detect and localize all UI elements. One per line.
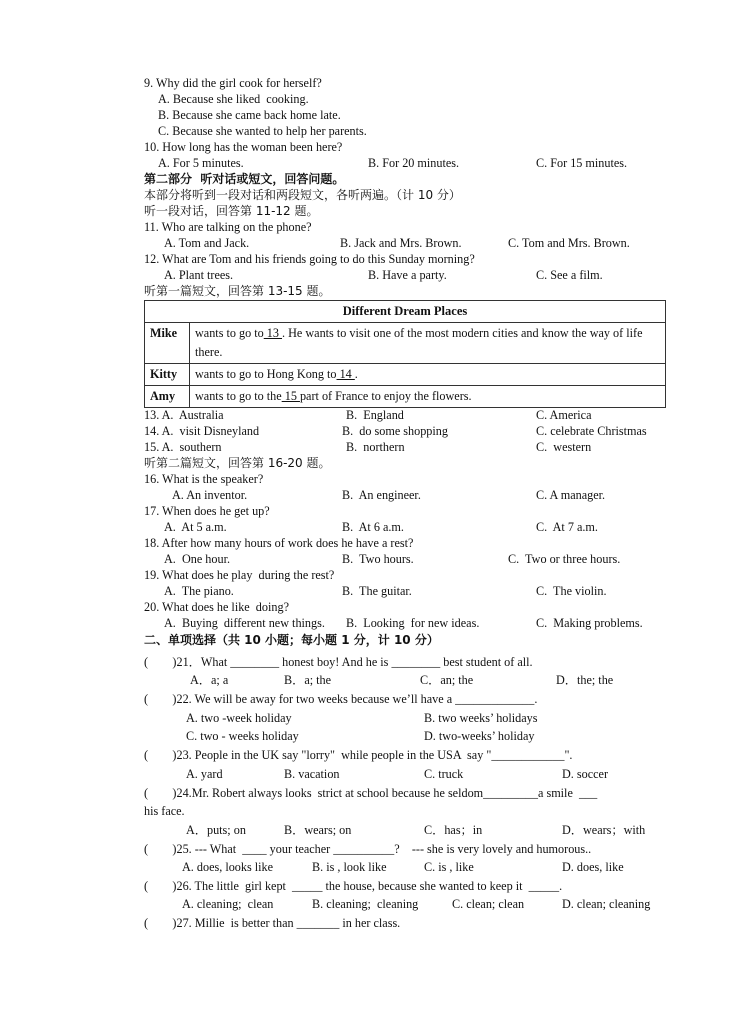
q11-option-a: A. Tom and Jack.	[164, 236, 250, 250]
q19-stem: 19. What does he play during the rest?	[144, 568, 335, 582]
q12-option-c: C. See a film.	[536, 268, 603, 282]
q22-option-b: B. two weeks’ holidays	[424, 711, 538, 725]
row-text-mike	[190, 323, 666, 364]
q24-option-a: A．puts; on	[186, 823, 246, 837]
q18-stem: 18. After how many hours of work does he have a rest?	[144, 536, 414, 550]
q15-option-b: B. northern	[346, 440, 405, 454]
q12-option-b: B. Have a party.	[368, 268, 447, 282]
q27-stem: ( )27. Millie is better than _______ in her class.	[144, 916, 401, 930]
q26-option-c: C. clean; clean	[452, 897, 525, 911]
q10-option-c: C. For 15 minutes.	[536, 156, 628, 170]
q26-stem: ( )26. The little girl kept _____ the house, because she wanted to keep it _____.	[144, 879, 563, 893]
q25-option-c: C. is , like	[424, 860, 474, 874]
table-row	[145, 323, 666, 364]
multiple-choice-heading: 二、单项选择（共 10 小题；每小题 1 分，计 10 分）	[144, 633, 439, 647]
q21-option-b: B．a; the	[284, 673, 332, 687]
q16-stem: 16. What is the speaker?	[144, 472, 264, 486]
q19-option-a: A. The piano.	[164, 584, 234, 598]
blank-14: 14	[336, 367, 355, 381]
q23-option-b: B. vacation	[284, 767, 340, 781]
q24-option-d: D．wears；with	[562, 823, 646, 837]
q20-option-b: B. Looking for new ideas.	[346, 616, 480, 630]
row-post: .	[354, 367, 358, 381]
q22-option-c: C. two - weeks holiday	[186, 729, 299, 743]
q21-stem: ( )21．What ________ honest boy! And he is ________ best student of all.	[144, 655, 533, 669]
q12-option-a: A. Plant trees.	[164, 268, 234, 282]
q24-option-b: B．wears; on	[284, 823, 352, 837]
q23-stem: ( )23. People in the UK say "lorry" while people in the USA say "____________".	[144, 748, 573, 762]
row-pre: wants to go to the	[195, 389, 282, 403]
q11-stem: 11. Who are talking on the phone?	[144, 220, 312, 234]
row-text-amy	[190, 386, 666, 408]
passage1-intro: 听第一篇短文，回答第 13-15 题。	[144, 284, 331, 298]
q13-option-a: 13. A. Australia	[144, 408, 224, 422]
passage2-intro: 听第二篇短文，回答第 16-20 题。	[144, 456, 331, 470]
q26-option-a: A. cleaning; clean	[182, 897, 274, 911]
row-name-mike: Mike	[145, 323, 190, 364]
q14-option-b: B. do some shopping	[342, 424, 448, 438]
q12-stem: 12. What are Tom and his friends going to do this Sunday morning?	[144, 252, 475, 266]
q18-option-c: C. Two or three hours.	[508, 552, 621, 566]
blank-13: 13	[263, 326, 283, 340]
q11-option-b: B. Jack and Mrs. Brown.	[340, 236, 462, 250]
q22-option-a: A. two -week holiday	[186, 711, 292, 725]
q21-option-a: A．a; a	[190, 673, 229, 687]
q9-option-c: C. Because she wanted to help her parents.	[158, 124, 367, 138]
q9-option-a: A. Because she liked cooking.	[158, 92, 309, 106]
q25-option-a: A. does, looks like	[182, 860, 274, 874]
q17-option-a: A. At 5 a.m.	[164, 520, 227, 534]
q9-option-b: B. Because she came back home late.	[158, 108, 341, 122]
q13-option-b: B. England	[346, 408, 404, 422]
q10-option-b: B. For 20 minutes.	[368, 156, 460, 170]
part2-heading: 第二部分 听对话或短文，回答问题。	[144, 172, 345, 186]
q16-option-b: B. An engineer.	[342, 488, 421, 502]
q18-option-b: B. Two hours.	[342, 552, 414, 566]
q17-option-b: B. At 6 a.m.	[342, 520, 404, 534]
row-name-amy: Amy	[145, 386, 190, 408]
part2-intro: 本部分将听到一段对话和两段短文，各听两遍。（计 10 分）	[144, 188, 461, 202]
q13-option-c: C. America	[536, 408, 592, 422]
row-text-kitty	[190, 364, 666, 386]
q10-option-a: A. For 5 minutes.	[158, 156, 244, 170]
q19-option-b: B. The guitar.	[342, 584, 412, 598]
q20-option-a: A. Buying different new things.	[164, 616, 325, 630]
q22-stem: ( )22. We will be away for two weeks because we’ll have a _____________.	[144, 692, 538, 706]
dream-places-table	[144, 300, 666, 408]
q21-option-c: C．an; the	[420, 673, 474, 687]
q14-option-a: 14. A. visit Disneyland	[144, 424, 260, 438]
q23-option-d: D. soccer	[562, 767, 609, 781]
q11-option-c: C. Tom and Mrs. Brown.	[508, 236, 630, 250]
q20-option-c: C. Making problems.	[536, 616, 643, 630]
row-post: part of France to enjoy the flowers.	[299, 389, 472, 403]
table-title: Different Dream Places	[145, 301, 666, 323]
q20-stem: 20. What does he like doing?	[144, 600, 289, 614]
q19-option-c: C. The violin.	[536, 584, 607, 598]
q15-option-c: C. western	[536, 440, 592, 454]
row-pre: wants to go to	[195, 326, 264, 340]
q25-option-b: B. is , look like	[312, 860, 387, 874]
dialog-intro: 听一段对话，回答第 11-12 题。	[144, 204, 319, 218]
q14-option-c: C. celebrate Christmas	[536, 424, 647, 438]
row-post: . He wants to visit one of the most modern cities and know the way of life there.	[195, 326, 643, 359]
table-row	[145, 386, 666, 408]
row-name-kitty: Kitty	[145, 364, 190, 386]
q24-option-c: C．has；in	[424, 823, 483, 837]
q24-stem: ( )24.Mr. Robert always looks strict at school because he seldom_________a smile ___	[144, 786, 598, 800]
q16-option-a: A. An inventor.	[172, 488, 248, 502]
q22-option-d: D. two-weeks’ holiday	[424, 729, 535, 743]
q23-option-a: A. yard	[186, 767, 223, 781]
q26-option-d: D. clean; cleaning	[562, 897, 651, 911]
q18-option-a: A. One hour.	[164, 552, 231, 566]
q26-option-b: B. cleaning; cleaning	[312, 897, 419, 911]
row-pre: wants to go to Hong Kong to	[195, 367, 337, 381]
q17-stem: 17. When does he get up?	[144, 504, 270, 518]
q25-stem: ( )25. --- What ____ your teacher __________? --- she is very lovely and humorous..	[144, 842, 592, 856]
table-row	[145, 364, 666, 386]
q23-option-c: C. truck	[424, 767, 464, 781]
q25-option-d: D. does, like	[562, 860, 624, 874]
q15-option-a: 15. A. southern	[144, 440, 222, 454]
q10-stem: 10. How long has the woman been here?	[144, 140, 343, 154]
q21-option-d: D．the; the	[556, 673, 614, 687]
q9-stem: 9. Why did the girl cook for herself?	[144, 76, 322, 90]
blank-15: 15	[281, 389, 300, 403]
q17-option-c: C. At 7 a.m.	[536, 520, 598, 534]
q16-option-c: C. A manager.	[536, 488, 606, 502]
q24-stem-continued: his face.	[144, 804, 185, 818]
